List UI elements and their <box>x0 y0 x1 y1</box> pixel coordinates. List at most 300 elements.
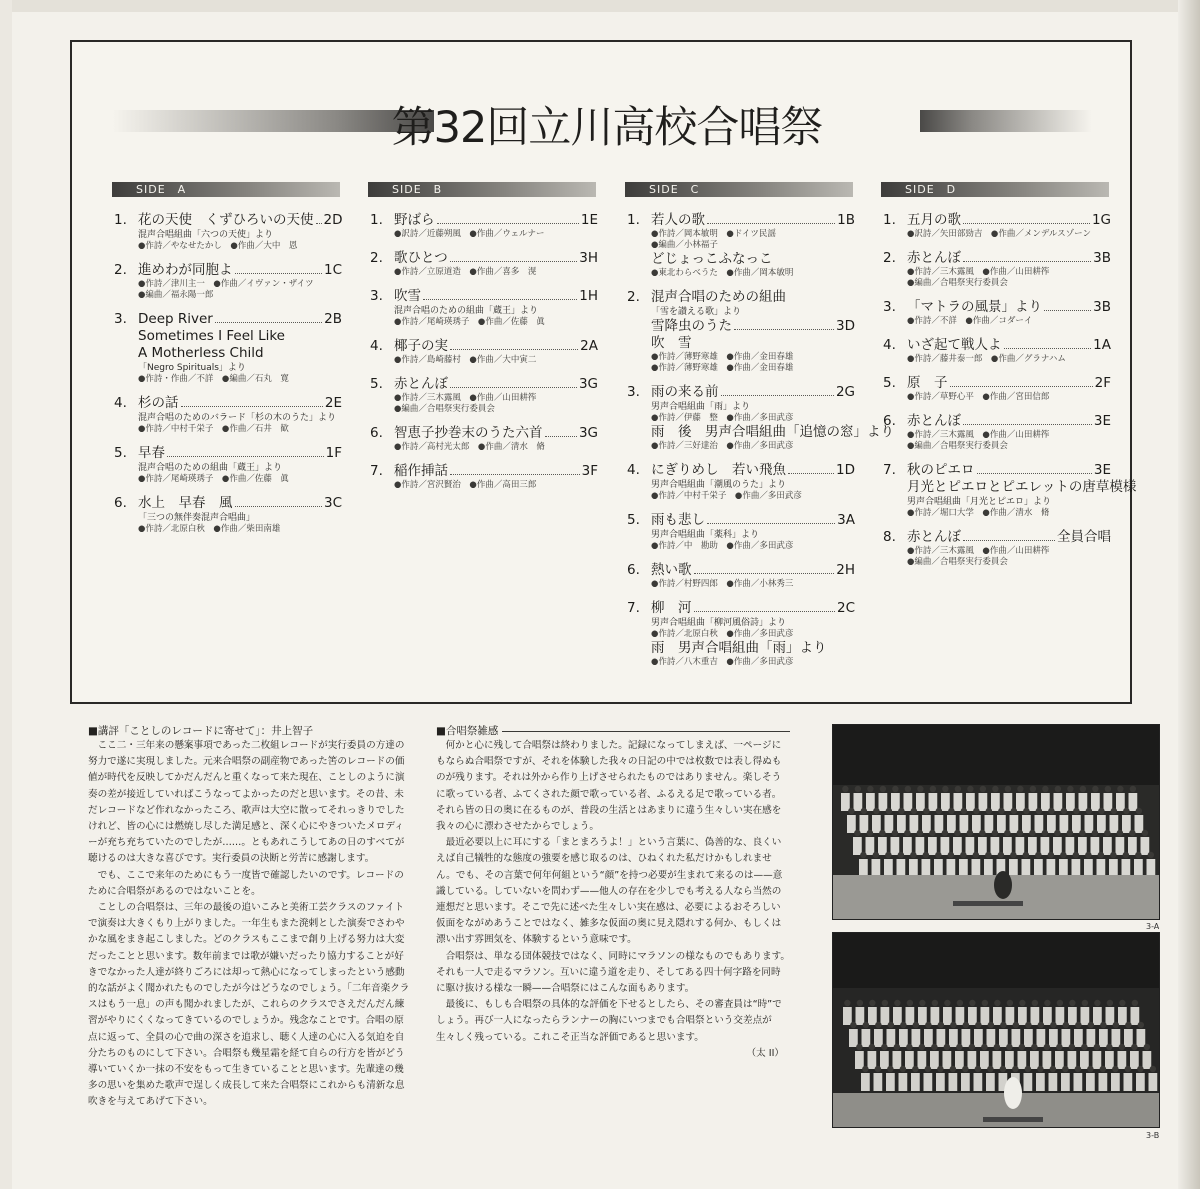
choir-member-head <box>1050 1066 1056 1072</box>
notes-paragraph: 何かと心に残して合唱祭は終わりました。記録になってしまえば、一ページにもならぬ合唱祭ですが、それを体験した我々の日記の中では枚数では表し得ぬものが残ります。それは外から作り上げさせられたものではありません。楽しそうに歌っている者、ふてくされた顔で歌っている者、ふるえる足で歌っている者。それら皆の日の奥に在るものが、普段の生活とはあまりに違う生々しい実在感を我々の心に漂わさせたからでしょう。 <box>436 740 782 833</box>
review-heading-text: ■講評「ことしのレコードに寄せて」：井上智子 <box>88 725 314 737</box>
choir-member-head <box>967 830 973 836</box>
track-title: Deep River <box>138 311 213 327</box>
track-code: 2C <box>836 600 855 616</box>
track-heading <box>623 512 855 529</box>
leader-dots <box>963 223 1090 224</box>
notes-signature: （太 II） <box>746 1047 784 1059</box>
side-d-tracklist <box>879 212 1137 578</box>
review-essay <box>88 724 412 1111</box>
choir-member-head <box>1123 808 1129 814</box>
choir-member-head <box>992 830 998 836</box>
track-item <box>879 529 1111 568</box>
track-number: 3. <box>883 299 896 315</box>
choir-member-head <box>1104 830 1110 836</box>
choir-member-head <box>1067 830 1073 836</box>
choir-member-head <box>882 1000 888 1006</box>
choir-member-figure <box>1006 1007 1015 1025</box>
side-d-header: SIDE D <box>881 182 1109 197</box>
choir-member-figure <box>1099 1029 1108 1047</box>
choir-member-figure <box>1106 1007 1115 1025</box>
track-item <box>366 250 598 278</box>
choir-member-head <box>992 786 998 792</box>
choir-member-figure <box>1124 1073 1133 1091</box>
choir-member-head <box>1017 786 1023 792</box>
track-heading <box>366 212 598 229</box>
choir-member-head <box>979 830 985 836</box>
choir-member-figure <box>1024 1029 1033 1047</box>
choir-member-head <box>944 1044 950 1050</box>
choir-member-figure <box>881 1007 890 1025</box>
choir-member-figure <box>1122 859 1131 877</box>
track-credit: ●編曲／小林福子 <box>651 240 718 250</box>
choir-member-head <box>886 808 892 814</box>
choir-member-figure <box>891 793 900 811</box>
choir-member-figure <box>1005 1051 1014 1069</box>
choir-member-figure <box>918 1051 927 1069</box>
track-title: 歌ひとつ <box>394 250 448 266</box>
track-title: 智恵子抄巻末のうた六首 <box>394 425 543 441</box>
choir-member-head <box>862 1066 868 1072</box>
choir-member-head <box>1082 1000 1088 1006</box>
choir-member-head <box>923 852 929 858</box>
track-credit: ●作詩／三木露風 ●作曲／山田耕筰 <box>907 267 1050 277</box>
choir-member-figure <box>1104 793 1113 811</box>
choir-member-head <box>936 808 942 814</box>
choir-member-figure <box>843 1007 852 1025</box>
leader-dots <box>721 395 834 396</box>
choir-member-figure <box>1110 815 1119 833</box>
choir-member-figure <box>872 815 881 833</box>
choir-member-head <box>1113 1022 1119 1028</box>
choir-member-head <box>879 830 885 836</box>
track-item <box>879 375 1111 403</box>
track-subtitle: 雪降虫のうた <box>651 318 732 334</box>
track-code: 3G <box>578 425 598 441</box>
choir-member-figure <box>1118 1007 1127 1025</box>
track-heading <box>623 384 855 401</box>
choir-member-figure <box>885 815 894 833</box>
choir-member-head <box>994 1044 1000 1050</box>
choir-member-head <box>942 786 948 792</box>
track-subtitle-line <box>623 318 855 335</box>
scan-edge-top <box>0 0 1200 12</box>
track-title: 赤とんぼ <box>394 376 448 392</box>
track-heading <box>879 299 1111 316</box>
leader-dots <box>707 223 835 224</box>
choir-photo-b <box>832 932 1160 1128</box>
track-heading <box>110 212 342 229</box>
side-a-header: SIDE A <box>112 182 340 197</box>
track-subtitle: 月光とピエロとピエレットの唐草模様 <box>907 479 1137 495</box>
choir-member-figure <box>961 1073 970 1091</box>
track-title: 水上 早春 風 <box>138 495 233 511</box>
track-number: 2. <box>883 250 896 266</box>
choir-member-head <box>1054 830 1060 836</box>
choir-member-figure <box>1131 1007 1140 1025</box>
track-code: 1D <box>836 462 855 478</box>
choir-member-head <box>912 1066 918 1072</box>
choir-member-head <box>855 786 861 792</box>
choir-member-figure <box>912 1029 921 1047</box>
choir-member-head <box>1048 808 1054 814</box>
track-item <box>366 425 598 453</box>
choir-member-head <box>1119 1044 1125 1050</box>
track-code: 2D <box>323 212 343 228</box>
choir-member-head <box>1037 1066 1043 1072</box>
choir-member-head <box>1080 786 1086 792</box>
track-heading <box>879 413 1111 430</box>
track-title: 稲作挿話 <box>394 463 448 479</box>
choir-member-figure <box>947 815 956 833</box>
track-item <box>879 413 1111 452</box>
notes-paragraph: 最近必要以上に耳にする「まとまろうよ！」という言葉に、偽善的な、良くいえば自己犠牲的な態度の強要を感じ取るのは、ひねくれた私だけかもしれません。でも、その言葉で何年何組という“顔”を持つ必要が生まれて来るのは——意識している。していないを問わず——他人の存在を少しでも考える人なら当然の連想だと思います。そこで先に述べた生々しい実在感は、必要によるおそろしい仮面をながめあうことではなく、雑多な仮面の奥に見え隠れする何か、もしくは漂い出す雰囲気を、体験するという意味です。 <box>436 837 783 946</box>
choir-member-head <box>1112 1066 1118 1072</box>
choir-member-figure <box>941 837 950 855</box>
choir-member-figure <box>929 793 938 811</box>
choir-member-figure <box>1112 1029 1121 1047</box>
choir-member-figure <box>1129 793 1138 811</box>
album-title: 第32回立川高校合唱祭 <box>391 103 823 153</box>
choir-member-head <box>863 1022 869 1028</box>
choir-member-figure <box>1009 859 1018 877</box>
choir-member-figure <box>1003 837 1012 855</box>
choir-member-head <box>842 786 848 792</box>
track-subtitle: 雨 男声合唱組曲「雨」より <box>651 640 827 656</box>
choir-member-head <box>987 1066 993 1072</box>
track-title: 進めわが同胞よ <box>138 262 233 278</box>
choir-member-head <box>1073 808 1079 814</box>
track-heading <box>110 495 342 512</box>
choir-member-head <box>944 1000 950 1006</box>
choir-member-figure <box>866 793 875 811</box>
choir-member-figure <box>1016 793 1025 811</box>
choir-member-figure <box>1074 1073 1083 1091</box>
track-item <box>366 463 598 491</box>
choir-member-head <box>980 786 986 792</box>
track-title: 赤とんぼ <box>907 250 961 266</box>
choir-member-figure <box>1036 1073 1045 1091</box>
track-credit: ●作詩／島崎藤村 ●作曲／大中寅二 <box>394 355 537 365</box>
track-code: 1F <box>325 445 342 461</box>
choir-member-head <box>869 1044 875 1050</box>
choir-member-head <box>1132 1000 1138 1006</box>
choir-member-figure <box>861 1073 870 1091</box>
choir-member-head <box>1092 830 1098 836</box>
choir-member-head <box>1117 830 1123 836</box>
choir-member-head <box>1019 1044 1025 1050</box>
choir-member-head <box>1125 1066 1131 1072</box>
choir-member-head <box>1150 1066 1156 1072</box>
choir-member-head <box>861 808 867 814</box>
choir-member-figure <box>949 1073 958 1091</box>
choir-member-head <box>1042 786 1048 792</box>
track-number: 2. <box>627 289 640 305</box>
side-b-tracklist <box>366 212 598 501</box>
review-paragraph: ここ二・三年来の懸案事項であった二枚組レコードが実行委員の方達の努力で遂に実現しました。元来合唱祭の副産物であった筈のレコードの価値が時代を反映してかだんだんと重くなって来た現在、ことしのように演奏の差が接近していればこうなってよかったのだと思います。その昔、未だレコードなど作れなかったころ、歌声は大空に散ってそれっきりでしたけれど、皆の心には燃焼し尽した満足感と、深く心にやきついたメロディーが充ち充ちていたのでしたが……。ともあれこうしてあの日のすべてが聴けるのは大きな喜びです。実行委員の決断と労苦に感謝します。 <box>88 740 405 865</box>
side-b-header: SIDE B <box>368 182 596 197</box>
choir-member-head <box>975 1066 981 1072</box>
choir-member-figure <box>1093 1051 1102 1069</box>
track-heading <box>366 338 598 355</box>
track-source: 混声合唱組曲「六つの天使」より <box>138 230 274 240</box>
choir-member-figure <box>937 1029 946 1047</box>
choir-member-head <box>1136 808 1142 814</box>
choir-member-figure <box>1147 859 1156 877</box>
choir-member-head <box>932 1000 938 1006</box>
choir-member-head <box>1011 808 1017 814</box>
track-credit: ●作詩／尾崎瑛琇子 ●作曲／佐藤 眞 <box>138 474 289 484</box>
track-credit: ●作詩／立原道造 ●作曲／喜多 滉 <box>394 267 537 277</box>
choir-member-head <box>873 852 879 858</box>
choir-member-figure <box>981 1007 990 1025</box>
choir-member-figure <box>1074 1029 1083 1047</box>
track-title: 野ばら <box>394 212 435 228</box>
choir-member-head <box>873 808 879 814</box>
choir-member-head <box>942 830 948 836</box>
track-code: 3A <box>837 512 855 528</box>
track-credit: ●作詩／三好達治 ●作曲／多田武彦 <box>651 441 794 451</box>
choir-member-figure <box>1128 837 1137 855</box>
track-heading <box>623 600 855 617</box>
choir-member-figure <box>899 1073 908 1091</box>
track-code: 3F <box>581 463 598 479</box>
track-credit: ●作詩／伊藤 整 ●作曲／多田武彦 <box>651 413 794 423</box>
track-code: 3D <box>836 318 855 334</box>
track-code: 3G <box>578 376 598 392</box>
choir-member-figure <box>1049 1029 1058 1047</box>
choir-member-head <box>1006 1044 1012 1050</box>
choir-member-head <box>961 808 967 814</box>
choir-member-figure <box>854 793 863 811</box>
track-credit: ●作詩／薄野寒雄 ●作曲／金田春雄 <box>651 352 794 362</box>
choir-member-head <box>1106 1044 1112 1050</box>
track-credit: ●作詩／三木露風 ●作曲／山田耕筰 <box>394 393 537 403</box>
leader-dots <box>235 273 322 274</box>
choir-member-figure <box>1031 1007 1040 1025</box>
choir-member-figure <box>1054 793 1063 811</box>
choir-member-head <box>919 1000 925 1006</box>
choir-member-head <box>1013 1022 1019 1028</box>
choir-member-head <box>1057 1000 1063 1006</box>
track-heading <box>110 311 342 328</box>
choir-member-head <box>860 852 866 858</box>
choir-member-figure <box>886 1073 895 1091</box>
choir-member-figure <box>1068 1051 1077 1069</box>
choir-member-head <box>887 1066 893 1072</box>
track-credit: ●作詩／八木重吉 ●作曲／多田武彦 <box>651 657 794 667</box>
choir-member-head <box>1142 830 1148 836</box>
choir-member-figure <box>943 1051 952 1069</box>
choir-member-head <box>982 1000 988 1006</box>
track-item <box>623 462 855 502</box>
track-number: 3. <box>370 288 383 304</box>
choir-member-figure <box>960 815 969 833</box>
title-decor-bar-right <box>920 110 1092 132</box>
choir-member-figure <box>991 793 1000 811</box>
choir-member-figure <box>866 837 875 855</box>
choir-member-head <box>1069 1000 1075 1006</box>
choir-member-figure <box>1047 815 1056 833</box>
choir-member-head <box>913 1022 919 1028</box>
choir-member-head <box>1110 852 1116 858</box>
review-paragraph: ことしの合唱祭は、三年の最後の追いこみと美術工芸クラスのファイトで演奏は大きくもり上がりました。一年生もまた溌剌とした演奏でさわやかな風をまき起こしました。どのクラスもここまで創り上げる努力は大変だったことと思います。数年前までは歌が嫌いだったり協力することが好きでなかった人達が終りごろには却って熱心になってしまったという感動的な話がよく聞かれたものでしたが今はどうなのでしょう。「二年音楽クラスはもう一息」の声も聞かれましたが、これらのクラスでさえだんだん練習がやりにくくなってきているのでしょうか。残念なことです。合唱の原点に返って、全員の心で曲の深さを追求し、聴く人達の心に入る気迫を自分たちのものにして下さい。合唱祭も幾星霜を経て自らの行方を皆がどう導いていくか一抹の不安をもって生きていることと思います。先輩達の幾多の思いを集めた歌声で逞しく成長して来た合唱祭にこれからも清新な息吹きを与えてあげて下さい。 <box>88 902 410 1108</box>
choir-member-figure <box>1062 1029 1071 1047</box>
track-code: 2G <box>835 384 855 400</box>
choir-member-head <box>1075 1066 1081 1072</box>
choir-member-figure <box>874 1073 883 1091</box>
track-source: 「三つの無伴奏混声合唱曲」 <box>138 513 256 523</box>
track-credit: ●作詩・作曲／不詳 ●編曲／石丸 寛 <box>138 374 289 384</box>
track-code: 2B <box>324 311 342 327</box>
choir-member-head <box>905 786 911 792</box>
choir-member-head <box>844 1000 850 1006</box>
track-heading <box>879 375 1111 392</box>
choir-member-head <box>898 852 904 858</box>
choir-member-head <box>988 1022 994 1028</box>
choir-member-head <box>869 1000 875 1006</box>
choir-member-figure <box>978 837 987 855</box>
track-title: 五月の歌 <box>907 212 961 228</box>
choir-member-figure <box>1018 1007 1027 1025</box>
notes-paragraph: 合唱祭は、単なる団体競技ではなく、同時にマラソンの様なものでもあります。それも一人で走るマラソン。互いに違う道を走り、そしてある四十何字路を同時に駆け抜ける様な一瞬——合唱祭にはこんな面もあります。 <box>436 950 791 995</box>
choir-member-head <box>894 1000 900 1006</box>
choir-member-figure <box>1111 1073 1120 1091</box>
track-code: 2F <box>1094 375 1111 391</box>
choir-member-figure <box>1118 1051 1127 1069</box>
track-item <box>366 288 598 328</box>
choir-member-figure <box>911 1073 920 1091</box>
leader-dots <box>316 223 322 224</box>
track-item <box>366 376 598 415</box>
choir-member-head <box>1105 786 1111 792</box>
leader-dots <box>545 436 577 437</box>
choir-member-head <box>1067 786 1073 792</box>
track-code: 1H <box>579 288 598 304</box>
track-credit: ●作詩／不詳 ●作曲／コダーイ <box>907 316 1033 326</box>
choir-member-figure <box>893 1007 902 1025</box>
choir-member-figure <box>1037 1029 1046 1047</box>
track-code: 全員合唱 <box>1057 529 1111 545</box>
choir-member-figure <box>1081 1007 1090 1025</box>
track-credit: ●作詩／北原白秋 ●作曲／多田武彦 <box>651 629 794 639</box>
choir-member-figure <box>1080 1051 1089 1069</box>
track-source: 男声合唱組曲「月光とピエロ」より <box>907 497 1052 507</box>
track-title: 杉の話 <box>138 395 179 411</box>
track-number: 4. <box>883 337 896 353</box>
choir-member-figure <box>1066 793 1075 811</box>
choir-member-head <box>919 1044 925 1050</box>
choir-member-head <box>875 1022 881 1028</box>
choir-member-figure <box>1072 859 1081 877</box>
choir-member-figure <box>1061 1073 1070 1091</box>
track-subtitle: 吹 雪 <box>651 335 692 351</box>
track-heading <box>879 212 1111 229</box>
track-number: 6. <box>370 425 383 441</box>
track-credit: ●作詩／薄野寒雄 ●作曲／金田春雄 <box>651 363 794 373</box>
choir-member-figure <box>918 1007 927 1025</box>
track-number: 3. <box>627 384 640 400</box>
choir-member-figure <box>1060 815 1069 833</box>
choir-member-head <box>975 1022 981 1028</box>
track-item <box>623 600 855 668</box>
choir-member-head <box>1069 1044 1075 1050</box>
track-source: 「Negro Spirituals」より <box>138 363 246 373</box>
track-item <box>110 395 342 435</box>
choir-member-head <box>923 808 929 814</box>
choir-member-head <box>1131 1044 1137 1050</box>
track-heading <box>623 562 855 579</box>
choir-member-figure <box>1141 837 1150 855</box>
choir-member-head <box>1019 1000 1025 1006</box>
choir-member-head <box>998 852 1004 858</box>
choir-member-figure <box>1072 815 1081 833</box>
choir-member-figure <box>1079 793 1088 811</box>
choir-member-figure <box>1086 1073 1095 1091</box>
choir-member-figure <box>905 1051 914 1069</box>
track-item <box>110 262 342 301</box>
track-title: いざ起て戦人よ <box>907 337 1002 353</box>
choir-member-head <box>1004 830 1010 836</box>
choir-member-figure <box>1022 815 1031 833</box>
track-credit: ●訳詩／近藤朔風 ●作曲／ウェルナー <box>394 229 545 239</box>
choir-member-head <box>867 786 873 792</box>
track-source: 男声合唱組曲「雨」より <box>651 402 751 412</box>
choir-member-figure <box>1059 859 1068 877</box>
heading-rule <box>502 731 790 732</box>
leader-dots <box>788 473 834 474</box>
choir-member-figure <box>1097 815 1106 833</box>
track-subtitle: 雨 後 男声合唱組曲「追憶の窓」より <box>651 424 894 440</box>
track-credit: ●編曲／合唱祭実行委員会 <box>907 557 1008 567</box>
track-source: 男声合唱組曲「潮風のうた」より <box>651 480 787 490</box>
choir-member-head <box>986 808 992 814</box>
choir-member-head <box>930 786 936 792</box>
track-heading <box>110 395 342 412</box>
choir-member-head <box>1098 852 1104 858</box>
track-heading <box>366 376 598 393</box>
leader-dots <box>450 387 577 388</box>
track-credit: ●訳詩／矢田部勁吉 ●作曲／メンデルスゾーン <box>907 229 1091 239</box>
choir-member-figure <box>904 793 913 811</box>
choir-member-head <box>1036 808 1042 814</box>
track-heading <box>623 212 855 229</box>
track-code: 2H <box>836 562 855 578</box>
leader-dots <box>235 506 322 507</box>
leader-dots <box>450 349 578 350</box>
track-title: 早春 <box>138 445 165 461</box>
choir-member-figure <box>1124 1029 1133 1047</box>
track-item <box>879 250 1111 289</box>
choir-member-figure <box>1035 815 1044 833</box>
choir-member-figure <box>955 1051 964 1069</box>
choir-member-figure <box>909 859 918 877</box>
track-title: 雨の来る前 <box>651 384 719 400</box>
choir-member-figure <box>934 859 943 877</box>
choir-member-figure <box>859 859 868 877</box>
choir-member-head <box>900 1066 906 1072</box>
choir-member-head <box>1100 1066 1106 1072</box>
track-item <box>110 311 342 385</box>
choir-member-head <box>1025 1022 1031 1028</box>
choir-member-figure <box>906 1007 915 1025</box>
choir-member-head <box>1087 1066 1093 1072</box>
track-code: 1G <box>1091 212 1111 228</box>
choir-member-figure <box>891 837 900 855</box>
track-title: 秋のピエロ <box>907 462 975 478</box>
choir-member-head <box>1111 808 1117 814</box>
track-source: 「雪を讃える歌」より <box>651 307 742 317</box>
